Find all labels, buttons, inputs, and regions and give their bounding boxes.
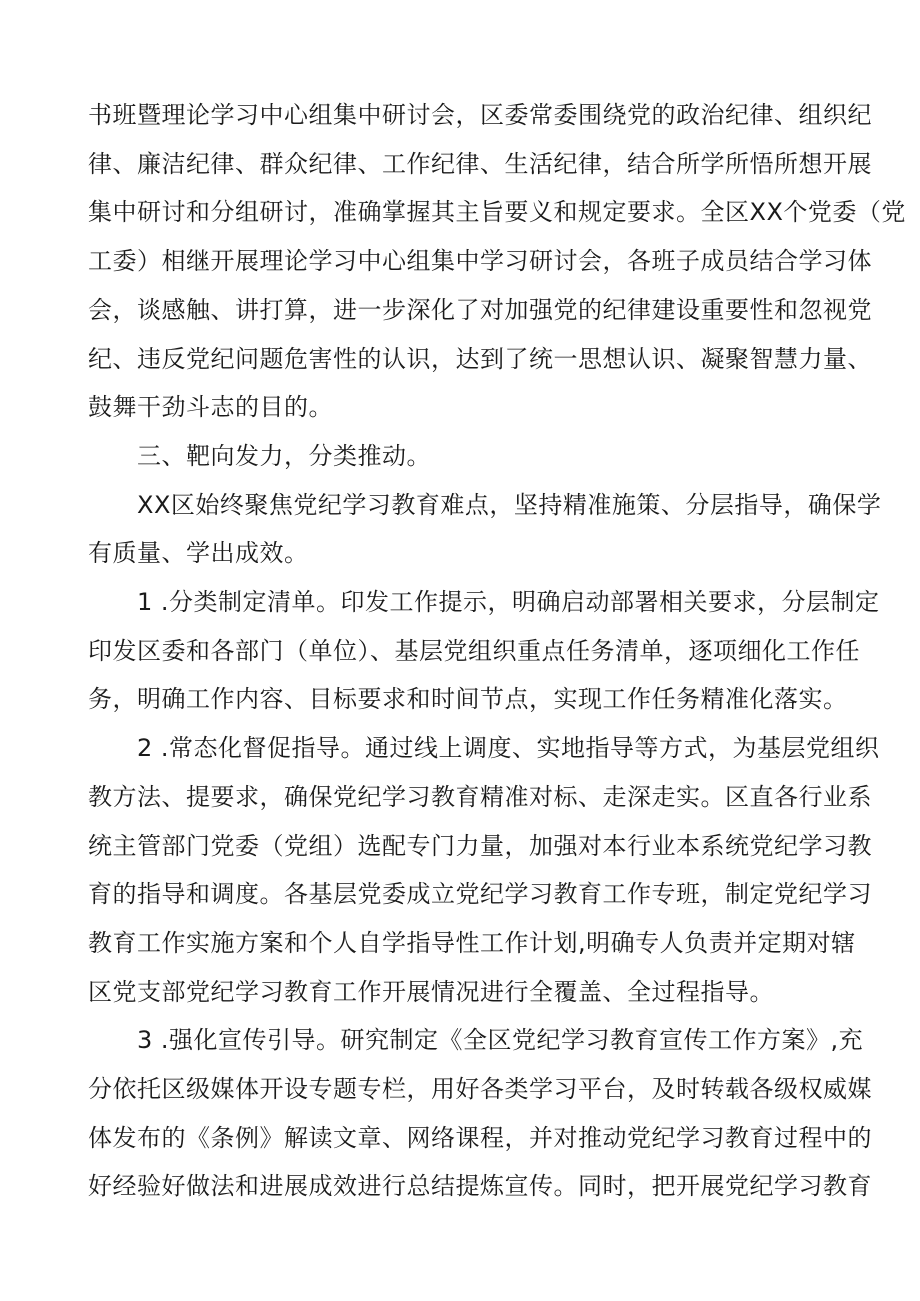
text-line: 3 .强化宣传引导。研究制定《全区党纪学习教育宣传工作方案》,充 [137, 1026, 864, 1055]
text-line: 纪、违反党纪问题危害性的认识，达到了统一思想认识、凝聚智慧力量、 [88, 344, 872, 373]
text-line: 书班暨理论学习中心组集中研讨会，区委常委围绕党的政治纪律、组织纪 [88, 101, 872, 129]
text-line: 统主管部门党委（党组）选配专门力量，加强对本行业本系统党纪学习教 [88, 831, 872, 860]
text-line: 会，谈感触、讲打算，进一步深化了对加强党的纪律建设重要性和忽视党 [88, 295, 872, 324]
text-line: 工委）相继开展理论学习中心组集中学习研讨会，各班子成员结合学习体 [88, 247, 872, 276]
text-line: 分依托区级媒体开设专题专栏，用好各类学习平台，及时转载各级权威媒 [88, 1075, 872, 1103]
text-line: 务，明确工作内容、目标要求和时间节点，实现工作任务精准化落实。 [88, 685, 848, 714]
text-line: 鼓舞干劲斗志的目的。 [88, 393, 333, 422]
text-line: 三、靶向发力，分类推动。 [137, 441, 431, 470]
text-line: 好经验好做法和进展成效进行总结提炼宣传。同时，把开展党纪学习教育 [88, 1172, 872, 1201]
text-line: 体发布的《条例》解读文章、网络课程，并对推动党纪学习教育过程中的 [88, 1123, 872, 1152]
text-line: 育的指导和调度。各基层党委成立党纪学习教育工作专班，制定党纪学习 [88, 880, 872, 909]
text-line: 2 .常态化督促指导。通过线上调度、实地指导等方式，为基层党组织 [137, 734, 880, 763]
text-line: 有质量、学出成效。 [88, 539, 309, 568]
text-line: 律、廉洁纪律、群众纪律、工作纪律、生活纪律，结合所学所悟所想开展 [88, 149, 872, 178]
text-line: 1 .分类制定清单。印发工作提示，明确启动部署相关要求，分层制定 [137, 588, 880, 616]
text-line: 区党支部党纪学习教育工作开展情况进行全覆盖、全过程指导。 [88, 977, 774, 1006]
text-line: 教育工作实施方案和个人自学指导性工作计划,明确专人负责并定期对辖 [88, 928, 856, 957]
text-line: 教方法、提要求，确保党纪学习教育精准对标、走深走实。区直各行业系 [88, 782, 872, 811]
text-line: 集中研讨和分组研讨，准确掌握其主旨要义和规定要求。全区XX个党委（党 [88, 198, 906, 227]
text-line: XX区始终聚焦党纪学习教育难点，坚持精准施策、分层指导，确保学 [137, 490, 882, 519]
text-line: 印发区委和各部门（单位）、基层党组织重点任务清单，逐项细化工作任 [88, 636, 860, 665]
